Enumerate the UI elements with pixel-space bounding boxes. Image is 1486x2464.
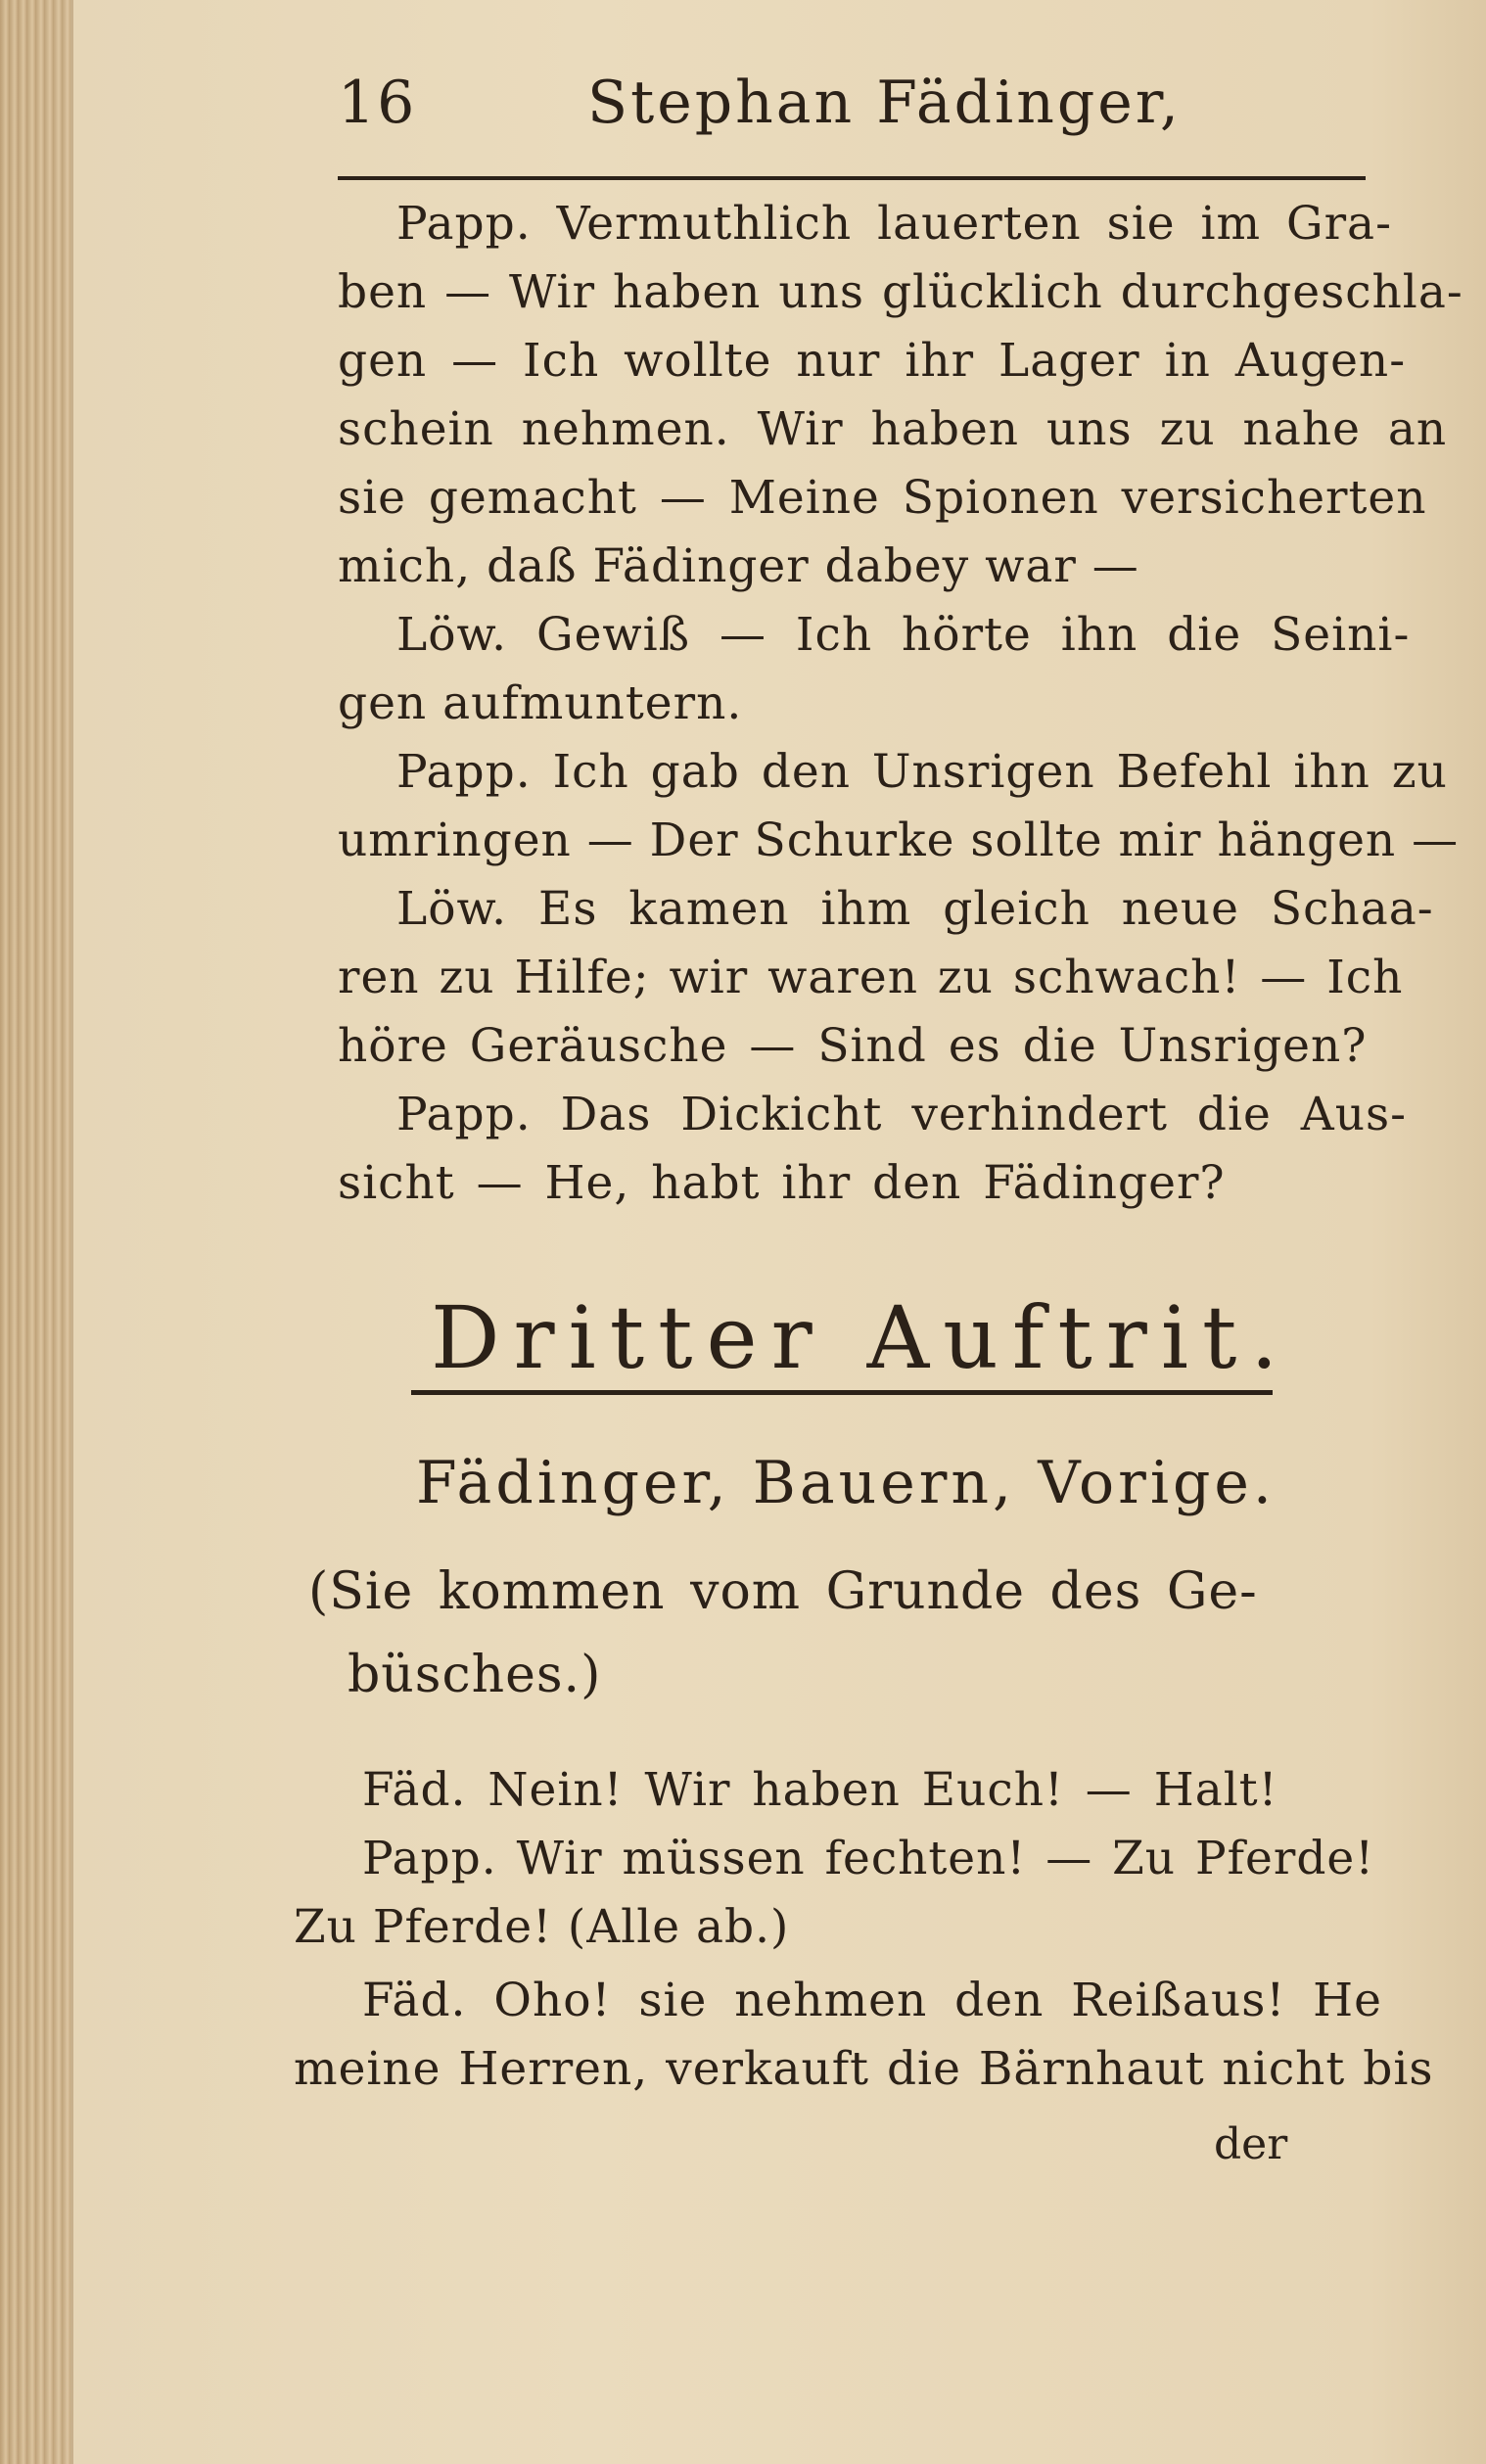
text-line: meine Herren, verkauft die Bärnhaut nicht bis [294, 2042, 1434, 2096]
text-line: umringen — Der Schurke sollte mir hängen — [338, 814, 1460, 867]
text-line: Papp. Ich gab den Unsrigen Befehl ihn zu [396, 745, 1448, 799]
text-line: gen aufmuntern. [338, 676, 743, 730]
text-line: Papp. Das Dickicht verhindert die Aus- [396, 1088, 1408, 1141]
scene-heading: Dritter Auftrit. [431, 1287, 1292, 1388]
header-rule [338, 176, 1366, 180]
dramatis-personae: Fädinger, Bauern, Vorige. [416, 1449, 1277, 1517]
text-line: höre Geräusche — Sind es die Unsrigen? [338, 1019, 1368, 1073]
text-line: sie gemacht — Meine Spionen versicherten [338, 471, 1427, 525]
text-line: Zu Pferde! (Alle ab.) [294, 1900, 790, 1954]
text-line: Papp. Wir müssen fechten! — Zu Pferde! [362, 1832, 1375, 1885]
catchword: der [1214, 2119, 1288, 2169]
stage-direction-line: (Sie kommen vom Grunde des Ge- [308, 1562, 1258, 1621]
book-spine [0, 0, 70, 2464]
text-line: Papp. Vermuthlich lauerten sie im Gra- [396, 197, 1392, 251]
text-line: Löw. Gewiß — Ich hörte ihn die Seini- [396, 608, 1411, 662]
text-line: mich, daß Fädinger dabey war — [338, 539, 1139, 593]
text-line: ren zu Hilfe; wir waren zu schwach! — Ich [338, 951, 1404, 1004]
text-line: Löw. Es kamen ihm gleich neue Schaa- [396, 882, 1434, 936]
page-number: 16 [338, 69, 417, 137]
gutter-line [70, 0, 73, 2464]
text-line: schein nehmen. Wir haben uns zu nahe an [338, 402, 1448, 456]
running-title: Stephan Fädinger, [587, 69, 1182, 137]
text-line: ben — Wir haben uns glücklich durchgeschla- [338, 265, 1463, 319]
text-line: gen — Ich wollte nur ihr Lager in Augen- [338, 334, 1407, 388]
stage-direction-line: büsches.) [348, 1646, 602, 1704]
scene-rule [411, 1390, 1273, 1395]
text-line: Fäd. Nein! Wir haben Euch! — Halt! [362, 1763, 1278, 1817]
text-line: Fäd. Oho! sie nehmen den Reißaus! He [362, 1974, 1382, 2027]
page-header [338, 69, 1336, 147]
text-line: sicht — He, habt ihr den Fädinger? [338, 1156, 1226, 1210]
